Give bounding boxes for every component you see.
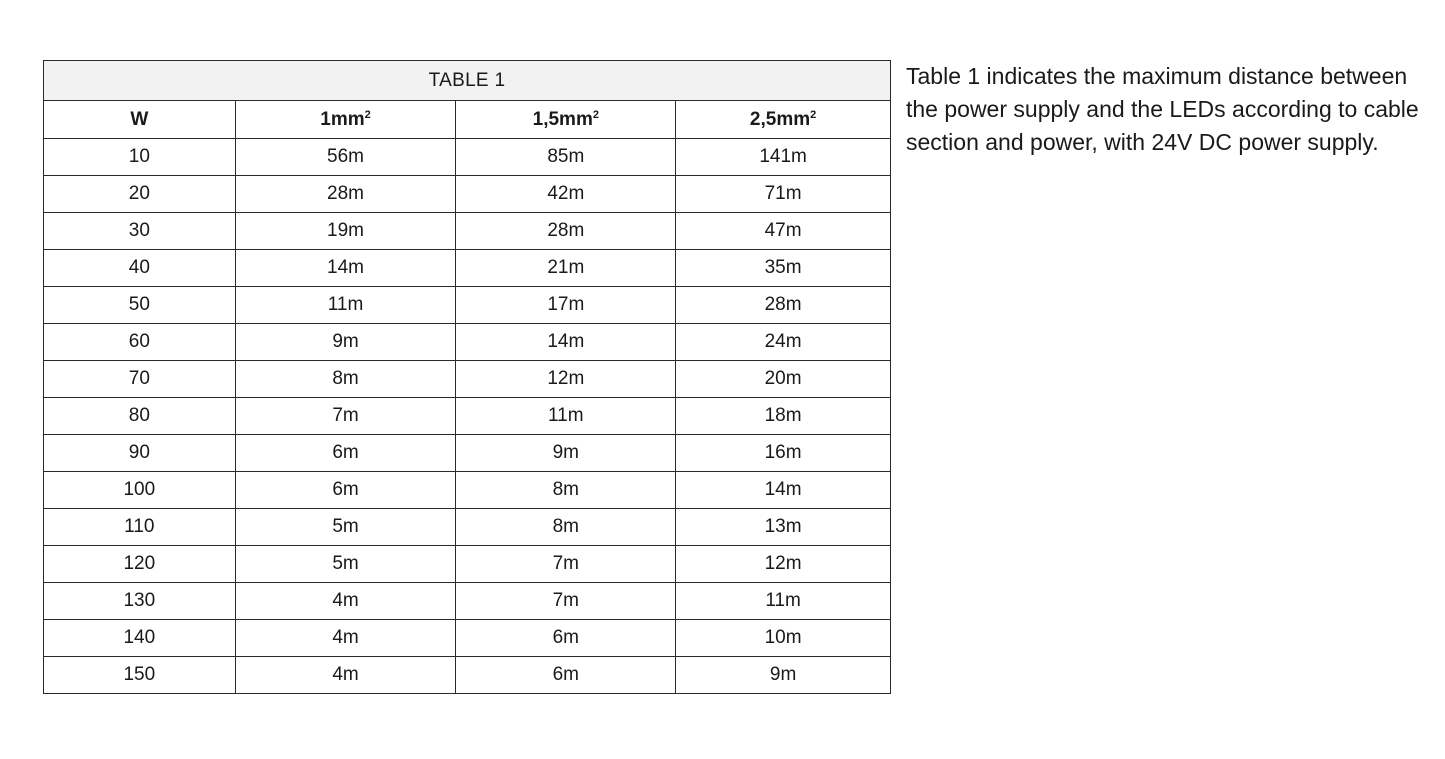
- table-cell-watt: 80: [44, 398, 236, 435]
- table-row: [44, 435, 891, 472]
- table-cell-watt: 10: [44, 139, 236, 176]
- header-1-5mm2-base: 1,5mm: [532, 108, 593, 130]
- header-1-5mm2: [456, 101, 676, 139]
- table-cell-1-5mm2: 9m: [456, 435, 676, 472]
- table-cell-watt: 140: [44, 620, 236, 657]
- cable-distance-table: [43, 60, 891, 694]
- table-cell-1mm2: 5m: [235, 509, 456, 546]
- table-row: [44, 176, 891, 213]
- table-row: [44, 398, 891, 435]
- table-cell-1mm2: 4m: [235, 583, 456, 620]
- table-title-row: [44, 61, 891, 101]
- table-cell-watt: 110: [44, 509, 236, 546]
- table-cell-1-5mm2: 12m: [456, 361, 676, 398]
- table-cell-1-5mm2: 28m: [456, 213, 676, 250]
- table-cell-2-5mm2: 141m: [676, 139, 891, 176]
- header-1mm2-base: 1mm: [320, 108, 365, 130]
- table-cell-1mm2: 4m: [235, 657, 456, 694]
- table-cell-watt: 30: [44, 213, 236, 250]
- table-row: [44, 509, 891, 546]
- table-cell-watt: 150: [44, 657, 236, 694]
- table-cell-2-5mm2: 71m: [676, 176, 891, 213]
- table-title: TABLE 1: [44, 61, 891, 101]
- table-cell-watt: 50: [44, 287, 236, 324]
- header-2-5mm2-sup: 2: [810, 108, 817, 121]
- table-cell-2-5mm2: 20m: [676, 361, 891, 398]
- table-row: [44, 287, 891, 324]
- table-cell-1-5mm2: 6m: [456, 620, 676, 657]
- table-header-row: [44, 101, 891, 139]
- table-cell-1mm2: 9m: [235, 324, 456, 361]
- table-cell-1-5mm2: 21m: [456, 250, 676, 287]
- table-cell-2-5mm2: 13m: [676, 509, 891, 546]
- table-cell-1-5mm2: 8m: [456, 472, 676, 509]
- table-cell-2-5mm2: 35m: [676, 250, 891, 287]
- table-row: [44, 213, 891, 250]
- header-1-5mm2-sup: 2: [592, 108, 599, 121]
- table-cell-1mm2: 5m: [235, 546, 456, 583]
- table-cell-1mm2: 19m: [235, 213, 456, 250]
- table-cell-1mm2: 56m: [235, 139, 456, 176]
- header-watt: W: [44, 101, 236, 139]
- table-cell-watt: 120: [44, 546, 236, 583]
- table-cell-1-5mm2: 17m: [456, 287, 676, 324]
- table-cell-1-5mm2: 85m: [456, 139, 676, 176]
- table-row: [44, 583, 891, 620]
- table-cell-1mm2: 8m: [235, 361, 456, 398]
- table-cell-watt: 60: [44, 324, 236, 361]
- table-cell-1mm2: 14m: [235, 250, 456, 287]
- cable-distance-table-container: [43, 60, 891, 694]
- header-1mm2-sup: 2: [364, 108, 371, 121]
- table-cell-1-5mm2: 7m: [456, 546, 676, 583]
- table-cell-watt: 90: [44, 435, 236, 472]
- table-cell-1mm2: 6m: [235, 472, 456, 509]
- table-cell-2-5mm2: 24m: [676, 324, 891, 361]
- table-row: [44, 472, 891, 509]
- table-cell-2-5mm2: 9m: [676, 657, 891, 694]
- header-2-5mm2-base: 2,5mm: [749, 108, 811, 130]
- table-row: [44, 620, 891, 657]
- table-description: Table 1 indicates the maximum distance between the power supply and the LEDs according to cable section and power, with 24V DC power supply.: [906, 63, 1419, 155]
- table-cell-1-5mm2: 7m: [456, 583, 676, 620]
- table-cell-2-5mm2: 16m: [676, 435, 891, 472]
- table-cell-2-5mm2: 28m: [676, 287, 891, 324]
- table-row: [44, 361, 891, 398]
- table-row: [44, 546, 891, 583]
- table-cell-1mm2: 11m: [235, 287, 456, 324]
- header-2-5mm2: [676, 101, 891, 139]
- table-cell-2-5mm2: 10m: [676, 620, 891, 657]
- table-cell-1mm2: 28m: [235, 176, 456, 213]
- table-cell-watt: 20: [44, 176, 236, 213]
- header-1mm2: [235, 101, 456, 139]
- table-cell-watt: 40: [44, 250, 236, 287]
- table-cell-1-5mm2: 8m: [456, 509, 676, 546]
- table-cell-2-5mm2: 14m: [676, 472, 891, 509]
- table-row: [44, 139, 891, 176]
- table-cell-2-5mm2: 47m: [676, 213, 891, 250]
- table-cell-1mm2: 4m: [235, 620, 456, 657]
- table-cell-watt: 100: [44, 472, 236, 509]
- table-cell-1-5mm2: 42m: [456, 176, 676, 213]
- table-row: [44, 324, 891, 361]
- table-cell-1mm2: 7m: [235, 398, 456, 435]
- table-cell-2-5mm2: 12m: [676, 546, 891, 583]
- table-cell-watt: 130: [44, 583, 236, 620]
- table-cell-1-5mm2: 11m: [456, 398, 676, 435]
- table-row: [44, 250, 891, 287]
- table-cell-watt: 70: [44, 361, 236, 398]
- table-cell-1mm2: 6m: [235, 435, 456, 472]
- table-cell-2-5mm2: 11m: [676, 583, 891, 620]
- table-row: [44, 657, 891, 694]
- table-body: [44, 139, 891, 694]
- table-cell-1-5mm2: 14m: [456, 324, 676, 361]
- table-cell-2-5mm2: 18m: [676, 398, 891, 435]
- table-cell-1-5mm2: 6m: [456, 657, 676, 694]
